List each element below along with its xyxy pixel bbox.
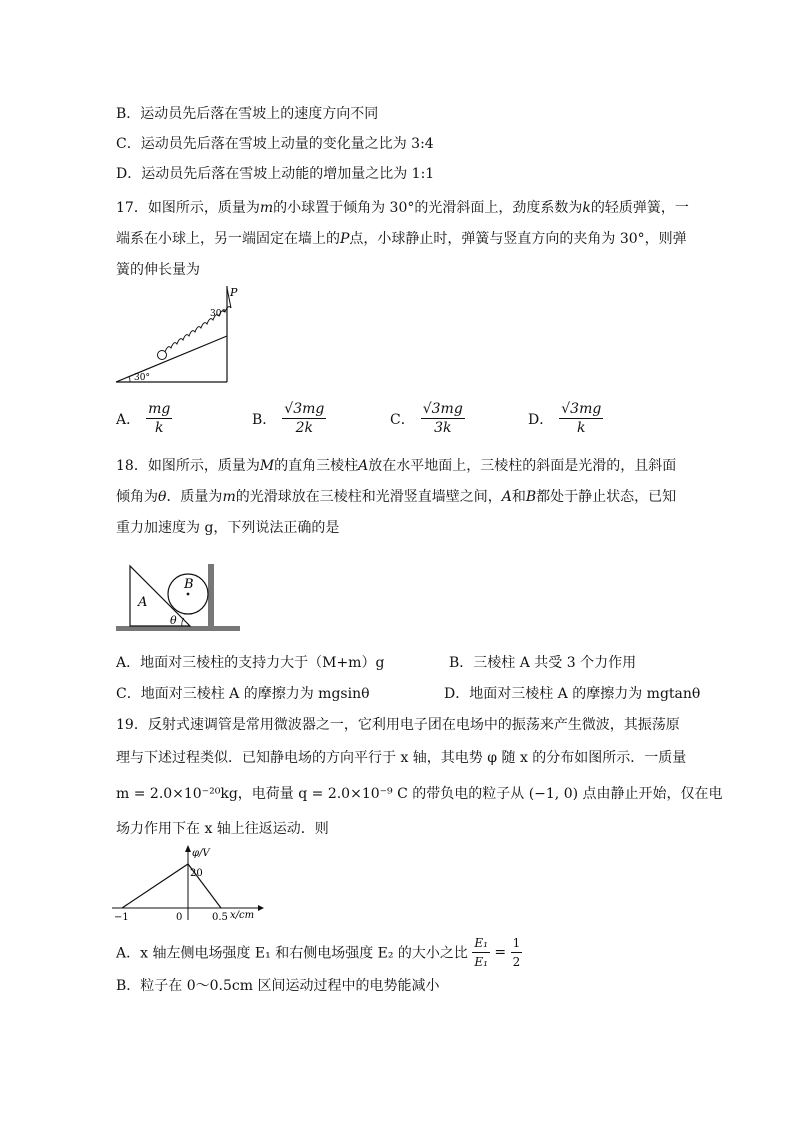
q16-option-b: B．运动员先后落在雪坡上的速度方向不同 <box>116 106 379 122</box>
q18-prism-figure <box>112 560 242 640</box>
q18-stem-line3: 重力加速度为 g，下列说法正确的是 <box>116 520 340 536</box>
q18-stem-line2: 倾角为θ．质量为m的光滑球放在三棱柱和光滑竖直墙壁之间，A和B都处于静止状态，已知 <box>116 489 677 505</box>
y-axis-label: φ/V <box>192 848 210 859</box>
ground <box>116 626 240 631</box>
q17-stem-line3: 簧的伸长量为 <box>116 262 200 278</box>
q18-option-b: B．三棱柱 A 共受 3 个力作用 <box>449 655 637 671</box>
q18-option-d: D．地面对三棱柱 A 的摩擦力为 mgtanθ <box>444 686 701 702</box>
label-p: P <box>230 286 238 299</box>
tick-0: 0 <box>176 912 183 923</box>
q19-option-b: B．粒子在 0～0.5cm 区间运动过程中的电势能减小 <box>116 978 440 994</box>
spring <box>165 288 231 352</box>
q17-stem-line2: 端系在小球上，另一端固定在墙上的P点，小球静止时，弹簧与竖直方向的夹角为 30°，则弹 <box>116 231 687 247</box>
q17-option-b: B． $\frac{√3mg}{2k}$ <box>252 401 325 436</box>
peak-label: 20 <box>190 868 203 879</box>
potential-curve <box>122 864 221 908</box>
q17-option-d: D． $\frac{√3mg}{k}$ <box>528 401 602 436</box>
q18-option-a: A．地面对三棱柱的支持力大于（M+m）g <box>116 655 385 671</box>
q19-stem-line3: m = 2.0×10⁻²⁰kg，电荷量 q = 2.0×10⁻⁹ C 的带负电的粒子从 (−1, 0) 点由静止开始，仅在电 <box>116 786 723 802</box>
label-b: B <box>184 577 194 592</box>
q18-option-c: C．地面对三棱柱 A 的摩擦力为 mgsinθ <box>116 686 370 702</box>
incline-slope <box>116 336 227 382</box>
x-axis-label: x/cm <box>230 910 255 921</box>
angle-bottom: 30° <box>134 373 150 383</box>
q19-option-a: A．x 轴左侧电场强度 E₁ 和右侧电场强度 E₂ 的大小之比 $\frac{\text{E₁}}{\text{E₁}}$ = $\frac{1}{2}$ <box>116 936 521 969</box>
tick-05: 0.5 <box>212 912 228 923</box>
q19-stem-line2: 理与下述过程类似．已知静电场的方向平行于 x 轴，其电势 φ 随 x 的分布如图所示．一质量 <box>116 750 687 766</box>
q19-stem-line4: 场力作用下在 x 轴上往返运动．则 <box>116 821 329 837</box>
q17-incline-figure <box>110 282 240 386</box>
q18-stem-line1: 18．如图所示，质量为M的直角三棱柱A放在水平地面上，三棱柱的斜面是光滑的，且斜面 <box>116 458 677 474</box>
tick-neg1: −1 <box>114 912 129 923</box>
q16-option-c: C．运动员先后落在雪坡上动量的变化量之比为 3:4 <box>116 136 434 152</box>
q19-stem-line1: 19．反射式速调管是常用微波器之一，它利用电子团在电场中的振荡来产生微波，其振荡原 <box>116 717 680 733</box>
x-axis-arrow <box>258 905 264 911</box>
q17-stem-line1: 17．如图所示，质量为m的小球置于倾角为 30°的光滑斜面上，劲度系数为k的轻质弹簧，一 <box>116 200 689 216</box>
label-theta: θ <box>170 614 177 627</box>
y-axis-arrow <box>185 845 191 852</box>
ball <box>158 351 167 360</box>
angle-top: 30° <box>210 309 226 319</box>
q16-option-d: D．运动员先后落在雪坡上动能的增加量之比为 1:1 <box>116 166 435 182</box>
label-a: A <box>138 595 148 610</box>
q17-option-c: C． $\frac{√3mg}{3k}$ <box>390 401 463 436</box>
q17-option-a: A． $\frac{mg}{k}$ <box>116 401 171 436</box>
q19-potential-graph <box>108 842 268 924</box>
wall <box>208 564 214 626</box>
